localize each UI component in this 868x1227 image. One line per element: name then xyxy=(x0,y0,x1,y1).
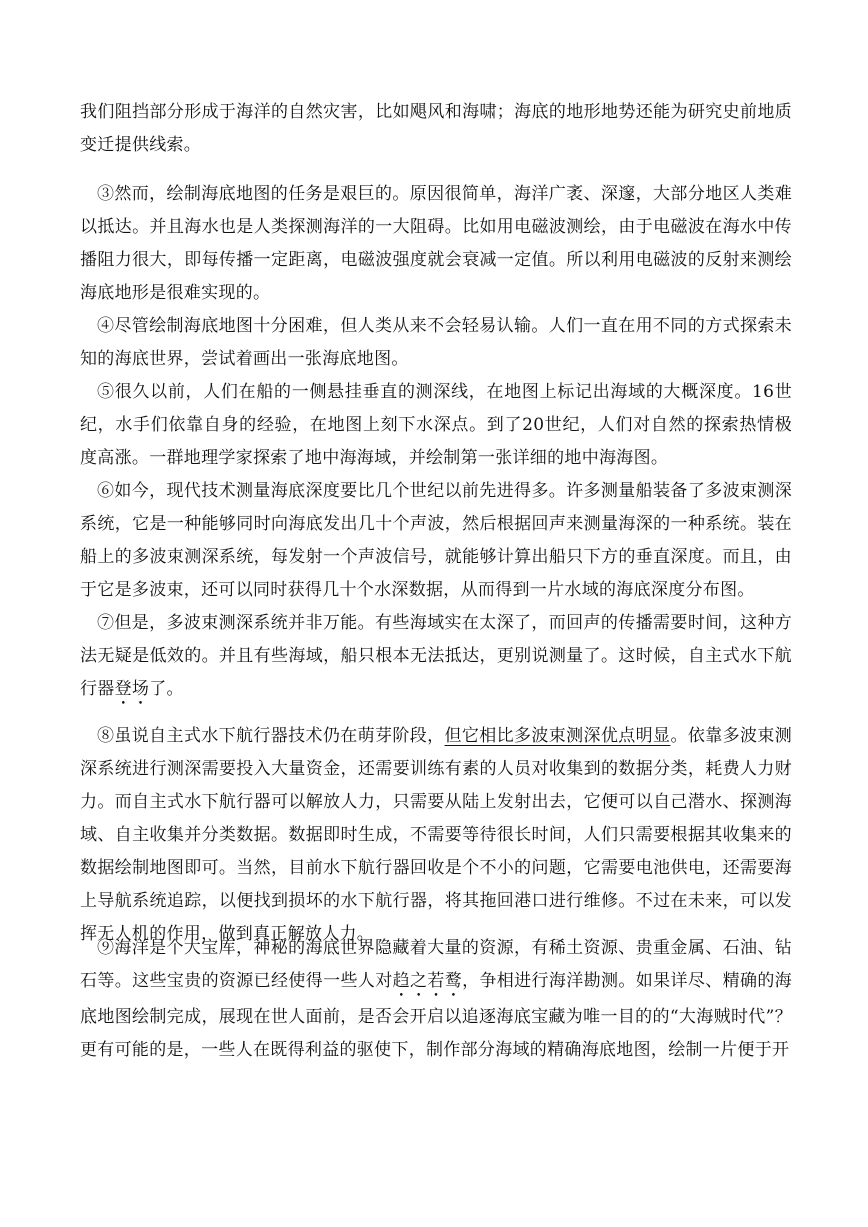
paragraph-continuation xyxy=(80,96,792,162)
paragraph-9 xyxy=(80,932,792,1067)
paragraph-text: ⑥如今，现代技术测量海底深度要比几个世纪以前先进得多。许多测量船装备了多波束测深系统，它是一种能够同时向海底发出几十个声波，然后根据回声来测量海深的一种系统。装在船上的多波束测深系统，每发射一个声波信号，就能够计算出船只下方的垂直深度。而且，由于它是多波束，还可以同时获得几十个水深数据，从而得到一片水域的海底深度分布图。 xyxy=(80,481,792,600)
paragraph-text: ，争相进行海洋勘测。如果详尽、精确的海底地图绘制完成，展现在世人面前，是否会开启以追逐海底宝藏为唯一目的的“大海贼时代”？更有可能的是，一些人在既得利益的驱使下，制作部分海域的精确海底地图，绘制一片便于开 xyxy=(80,971,792,1060)
paragraph-4 xyxy=(80,310,792,376)
underlined-sentence: 但它相比多波束测深优点明显 xyxy=(444,726,671,746)
paragraph-text: ③然而，绘制海底地图的任务是艰巨的。原因很简单，海洋广袤、深邃，大部分地区人类难以抵达。并且海水也是人类探测海洋的一大阻碍。比如用电磁波测绘，由于电磁波在海水中传播阻力很大，即每传播一定距离，电磁波强度就会衰减一定值。所以利用电磁波的反射来测绘海底地形是很难实现的。 xyxy=(80,184,792,303)
paragraph-text: ④尽管绘制海底地图十分困难，但人类从来不会轻易认输。人们一直在用不同的方式探索未知的海底世界，尝试着画出一张海底地图。 xyxy=(80,316,792,369)
paragraph-8 xyxy=(80,720,792,951)
paragraph-7 xyxy=(80,607,792,709)
paragraph-text: 了。 xyxy=(149,679,184,699)
paragraph-text: ⑦但是，多波束测深系统并非万能。有些海域实在太深了，而回声的传播需要时间，这种方法无疑是低效的。并且有些海域，船只根本无法抵达，更别说测量了。这时候，自主式水下航行器 xyxy=(80,613,792,699)
paragraph-text: 我们阻挡部分形成于海洋的自然灾害，比如飓风和海啸；海底的地形地势还能为研究史前地质变迁提供线索。 xyxy=(80,102,792,155)
emphasized-word: 登场 xyxy=(114,679,150,699)
paragraph-text: ⑨海洋是个大宝库，神秘的海底世界隐藏着大量的资源，有稀土资源、贵重金属、石油、钻石等。这些宝贵的资源已经使得一些人对 xyxy=(80,938,792,991)
paragraph-text: ⑧虽说自主式水下航行器技术仍在萌芽阶段， xyxy=(97,726,445,746)
paragraph-text: ⑤很久以前，人们在船的一侧悬挂垂直的测深线，在地图上标记出海域的大概深度。16世纪，水手们依靠自身的经验，在地图上刻下水深点。到了20世纪，人们对自然的探索热情极度高涨。一群地理学家探索了地中海海域，并绘制第一张详细的地中海海图。 xyxy=(80,382,792,468)
paragraph-6 xyxy=(80,475,792,607)
paragraph-5 xyxy=(80,376,792,475)
paragraph-3 xyxy=(80,178,792,310)
emphasized-word: 趋之若鹜 xyxy=(392,971,463,991)
paragraph-text: 。依靠多波束测深系统进行测深需要投入大量资金，还需要训练有素的人员对收集到的数据分类，耗费人力财力。而自主式水下航行器可以解放人力，只需要从陆上发射出去，它便可以自己潜水、探测海域、自主收集并分类数据。数据即时生成，不需要等待很长时间，人们只需要根据其收集来的数据绘制地图即可。当然，目前水下航行器回收是个不小的问题，它需要电池供电，还需要海上导航系统追踪，以便找到损坏的水下航行器，将其拖回港口进行维修。不过在未来，可以发挥无人机的作用，做到真正解放人力。 xyxy=(80,726,792,944)
